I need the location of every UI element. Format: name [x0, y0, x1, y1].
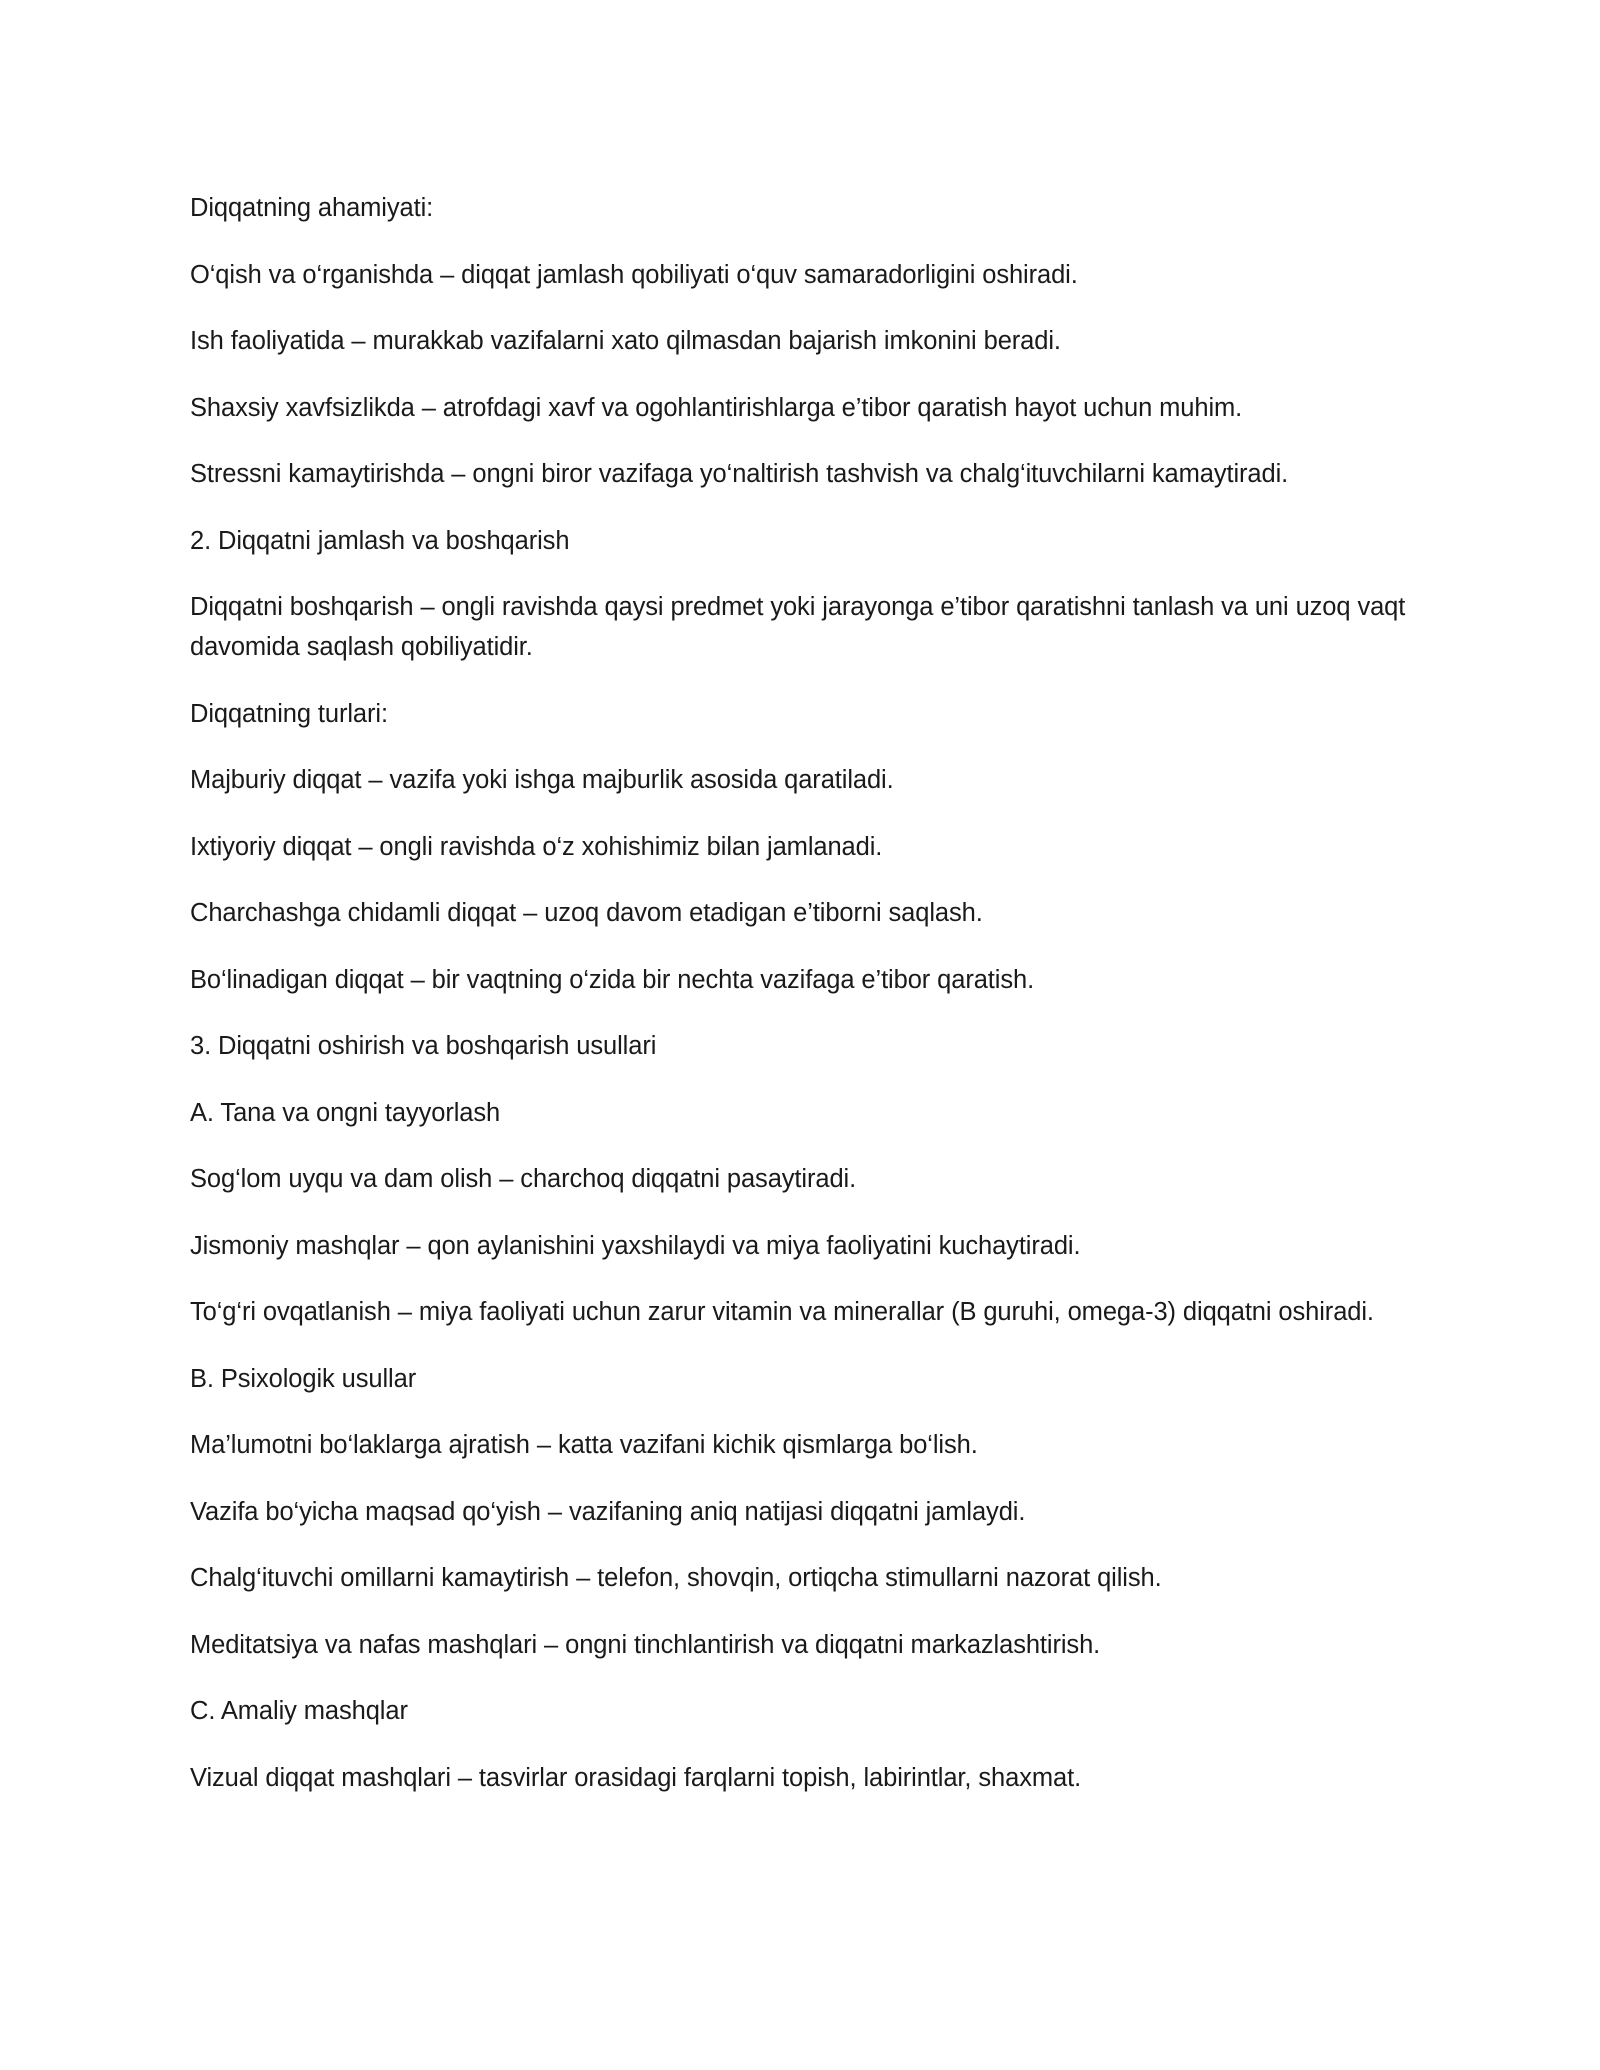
- list-item: O‘qish va o‘rganishda – diqqat jamlash qobiliyati o‘quv samaradorligini oshiradi.: [190, 260, 1078, 289]
- list-item: Sog‘lom uyqu va dam olish – charchoq diqqatni pasaytiradi.: [190, 1165, 857, 1193]
- list-item: Ish faoliyatida – murakkab vazifalarni xato qilmasdan bajarish imkonini beradi.: [190, 327, 1061, 355]
- list-item: Meditatsiya va nafas mashqlari – ongni tinchlantirish va diqqatni markazlashtirish.: [190, 1630, 1101, 1659]
- list-item: Shaxsiy xavfsizlikda – atrofdagi xavf va ogohlantirishlarga e’tibor qaratish hayot uchun muhim.: [190, 393, 1243, 422]
- list-item: Stressni kamaytirishda – ongni biror vazifaga yo‘naltirish tashvish va chalg‘ituvchilarni kamaytiradi.: [190, 460, 1289, 488]
- heading-importance: Diqqatning ahamiyati:: [190, 194, 434, 222]
- subheading-b: B. Psixologik usullar: [190, 1364, 417, 1393]
- definition-paragraph: Diqqatni boshqarish – ongli ravishda qaysi predmet yoki jarayonga e’tibor qaratishni tanlash va uni uzoq vaqt davomida saqlash qobiliyatidir.: [190, 593, 1406, 661]
- subheading-c: C. Amaliy mashqlar: [190, 1697, 408, 1725]
- list-item: Ixtiyoriy diqqat – ongli ravishda o‘z xohishimiz bilan jamlanadi.: [190, 832, 883, 861]
- document-body: [190, 188, 1440, 1824]
- list-item: Chalg‘ituvchi omillarni kamaytirish – telefon, shovqin, ortiqcha stimullarni nazorat qilish.: [190, 1564, 1162, 1592]
- list-item: Vizual diqqat mashqlari – tasvirlar orasidagi farqlarni topish, labirintlar, shaxmat.: [190, 1763, 1082, 1792]
- list-item: Majburiy diqqat – vazifa yoki ishga majburlik asosida qaratiladi.: [190, 766, 894, 794]
- heading-types: Diqqatning turlari:: [190, 699, 388, 728]
- section-heading-3: 3. Diqqatni oshirish va boshqarish usullari: [190, 1032, 657, 1060]
- list-item: Ma’lumotni bo‘laklarga ajratish – katta vazifani kichik qismlarga bo‘lish.: [190, 1431, 978, 1459]
- list-item: Bo‘linadigan diqqat – bir vaqtning o‘zida bir nechta vazifaga e’tibor qaratish.: [190, 965, 1035, 994]
- list-item: Jismoniy mashqlar – qon aylanishini yaxshilaydi va miya faoliyatini kuchaytiradi.: [190, 1231, 1081, 1260]
- list-item: Charchashga chidamli diqqat – uzoq davom etadigan e’tiborni saqlash.: [190, 899, 983, 927]
- list-item: To‘g‘ri ovqatlanish – miya faoliyati uchun zarur vitamin va minerallar (B guruhi, omega-3) diqqatni oshiradi.: [190, 1298, 1374, 1326]
- section-heading-2: 2. Diqqatni jamlash va boshqarish: [190, 526, 570, 555]
- list-item: Vazifa bo‘yicha maqsad qo‘yish – vazifaning aniq natijasi diqqatni jamlaydi.: [190, 1497, 1026, 1526]
- subheading-a: A. Tana va ongni tayyorlash: [190, 1098, 501, 1127]
